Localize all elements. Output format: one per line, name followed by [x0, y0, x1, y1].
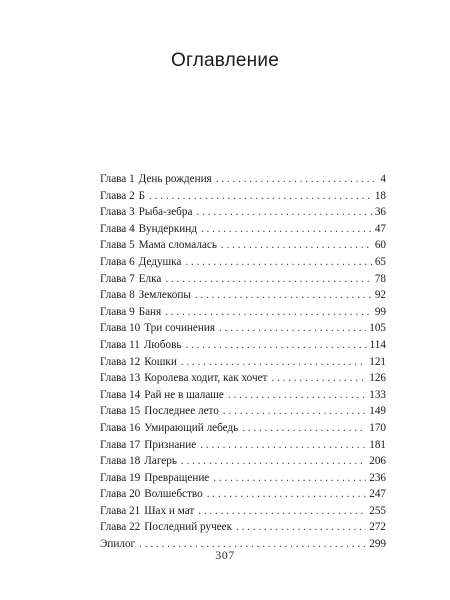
toc-epilog-title: Эпилог — [100, 538, 136, 551]
toc-entry-chapter-2 — [100, 188, 386, 205]
toc-page-number: 299 — [369, 538, 386, 551]
toc-entry-chapter-19 — [100, 470, 386, 487]
toc-dot-leader — [185, 254, 371, 271]
toc-entry-chapter-16 — [100, 420, 386, 437]
toc-page-number: 206 — [369, 455, 386, 468]
toc-entry-label — [100, 403, 219, 420]
toc-page-number: 65 — [374, 255, 386, 268]
toc-entry-label — [100, 519, 232, 536]
toc-dot-leader — [213, 470, 366, 487]
toc-entry-label — [100, 337, 181, 354]
toc-chapter-number: Глава 14 — [100, 388, 141, 401]
toc-chapter-title: Мама сломалась — [138, 239, 217, 252]
toc-page-number: 99 — [374, 305, 386, 318]
toc-chapter-title: Умирающий лебедь — [144, 421, 239, 434]
toc-page-number: 18 — [374, 189, 386, 202]
toc-dot-leader — [198, 503, 366, 520]
toc-chapter-title: Три сочинения — [144, 322, 216, 335]
toc-dot-leader — [207, 486, 367, 503]
toc-chapter-number: Глава 3 — [100, 206, 135, 219]
toc-chapter-number: Глава 20 — [100, 488, 141, 501]
toc-dot-leader — [201, 221, 372, 238]
toc-entry-chapter-6 — [100, 254, 386, 271]
toc-chapter-title: Дедушка — [138, 255, 182, 268]
toc-entry-label — [100, 437, 196, 454]
toc-entry-label — [100, 370, 267, 387]
toc-entry-label — [100, 387, 224, 404]
toc-chapter-title: Елка — [138, 272, 162, 285]
toc-chapter-title: Рай не в шалаше — [144, 388, 224, 401]
toc-chapter-number: Глава 12 — [100, 355, 141, 368]
toc-page-number: 170 — [369, 421, 386, 434]
toc-page-number: 181 — [369, 438, 386, 451]
toc-page-number: 92 — [374, 289, 386, 302]
toc-entry-chapter-22 — [100, 519, 386, 536]
toc-entry-chapter-5 — [100, 237, 386, 254]
toc-entry-chapter-9 — [100, 304, 386, 321]
toc-chapter-number: Глава 17 — [100, 438, 141, 451]
toc-entry-chapter-10 — [100, 320, 386, 337]
toc-page-number: 36 — [374, 206, 386, 219]
toc-dot-leader — [181, 354, 366, 371]
toc-page-number: 105 — [369, 322, 386, 335]
toc-entry-chapter-3 — [100, 204, 386, 221]
toc-chapter-number: Глава 5 — [100, 239, 135, 252]
toc-chapter-title: Последний ручеек — [144, 521, 233, 534]
toc-chapter-title: Королева ходит, как хочет — [144, 372, 268, 385]
toc-chapter-number: Глава 10 — [100, 322, 141, 335]
toc-entry-chapter-13 — [100, 370, 386, 387]
toc-entry-label — [100, 453, 177, 470]
toc-chapter-number: Глава 19 — [100, 471, 141, 484]
toc-page-number: 255 — [369, 504, 386, 517]
toc-chapter-number: Глава 11 — [100, 338, 140, 351]
toc-dot-leader — [165, 304, 372, 321]
toc-chapter-number: Глава 2 — [100, 189, 135, 202]
toc-entry-label — [100, 320, 215, 337]
toc-chapter-title: Рыба-зебра — [138, 206, 193, 219]
toc-entry-label — [100, 470, 209, 487]
toc-chapter-number: Глава 15 — [100, 405, 141, 418]
toc-dot-leader — [195, 287, 372, 304]
toc-chapter-title: Баня — [138, 305, 162, 318]
toc-dot-leader — [196, 204, 371, 221]
toc-entry-label — [100, 188, 145, 205]
page-number: 307 — [215, 548, 235, 562]
toc-entry-chapter-14 — [100, 387, 386, 404]
toc-chapter-number: Глава 7 — [100, 272, 135, 285]
toc-chapter-title: Последнее лето — [144, 405, 219, 418]
toc-page-number: 149 — [369, 405, 386, 418]
toc-chapter-number: Глава 9 — [100, 305, 135, 318]
toc-page-number: 272 — [369, 521, 386, 534]
toc-page-number: 4 — [380, 173, 386, 185]
toc-chapter-title: Признание — [144, 438, 197, 451]
toc-dot-leader — [216, 171, 378, 188]
toc-page-number: 133 — [369, 388, 386, 401]
toc-chapter-number: Глава 6 — [100, 255, 135, 268]
table-of-contents — [100, 171, 386, 553]
toc-entry-label — [100, 486, 203, 503]
toc-dot-leader — [221, 237, 372, 254]
toc-chapter-number: Глава 1 — [100, 173, 135, 185]
toc-chapter-title: Кошки — [144, 355, 177, 368]
toc-chapter-number: Глава 22 — [100, 521, 141, 534]
toc-entry-chapter-15 — [100, 403, 386, 420]
toc-chapter-title: Лагерь — [144, 455, 177, 468]
toc-page-number: 60 — [374, 239, 386, 252]
toc-entry-label — [100, 420, 238, 437]
toc-chapter-number: Глава 8 — [100, 289, 135, 302]
toc-dot-leader — [271, 370, 366, 387]
toc-chapter-number: Глава 16 — [100, 421, 141, 434]
toc-entry-label — [100, 503, 194, 520]
toc-entry-chapter-12 — [100, 354, 386, 371]
toc-entry-label — [100, 354, 177, 371]
toc-entry-label — [100, 287, 191, 304]
toc-entry-chapter-20 — [100, 486, 386, 503]
toc-entry-chapter-1 — [100, 171, 386, 188]
toc-entry-chapter-7 — [100, 271, 386, 288]
toc-entry-label — [100, 171, 212, 188]
toc-dot-leader — [149, 188, 372, 205]
toc-chapter-number: Глава 4 — [100, 222, 135, 235]
toc-chapter-number: Глава 13 — [100, 372, 141, 385]
page-title: Оглавление — [171, 50, 279, 71]
toc-entry-label — [100, 237, 217, 254]
toc-chapter-title: Превращение — [144, 471, 210, 484]
toc-dot-leader — [165, 271, 371, 288]
toc-dot-leader — [200, 437, 366, 454]
toc-entry-label — [100, 254, 181, 271]
toc-chapter-title: Любовь — [143, 338, 182, 351]
toc-entry-label — [100, 221, 197, 238]
toc-dot-leader — [242, 420, 366, 437]
toc-entry-chapter-21 — [100, 503, 386, 520]
toc-page-number: 121 — [369, 355, 386, 368]
toc-chapter-title: День рождения — [138, 173, 212, 185]
toc-entry-chapter-18 — [100, 453, 386, 470]
toc-entry-chapter-17 — [100, 437, 386, 454]
toc-page-number: 236 — [369, 471, 386, 484]
toc-chapter-title: Землекопы — [138, 289, 191, 302]
toc-dot-leader — [219, 320, 366, 337]
toc-dot-leader — [228, 387, 366, 404]
toc-chapter-title: Шах и мат — [144, 504, 195, 517]
toc-chapter-title: Волшебство — [144, 488, 203, 501]
toc-page-number: 247 — [369, 488, 386, 501]
toc-chapter-number: Глава 21 — [100, 504, 141, 517]
toc-page-number: 47 — [374, 222, 386, 235]
toc-entry-chapter-8 — [100, 287, 386, 304]
toc-entry-label — [100, 204, 192, 221]
toc-entry-label — [100, 271, 161, 288]
toc-entry-chapter-11 — [100, 337, 386, 354]
toc-dot-leader — [185, 337, 366, 354]
toc-page-number: 114 — [369, 338, 386, 351]
toc-chapter-title: Б — [138, 189, 146, 202]
toc-chapter-number: Глава 18 — [100, 455, 141, 468]
toc-dot-leader — [236, 519, 366, 536]
toc-entry-chapter-4 — [100, 221, 386, 238]
toc-dot-leader — [223, 403, 366, 420]
toc-dot-leader — [181, 453, 366, 470]
toc-page-number: 126 — [369, 372, 386, 385]
toc-page-number: 78 — [374, 272, 386, 285]
toc-entry-label — [100, 304, 161, 321]
toc-chapter-title: Вундеркинд — [138, 222, 197, 235]
